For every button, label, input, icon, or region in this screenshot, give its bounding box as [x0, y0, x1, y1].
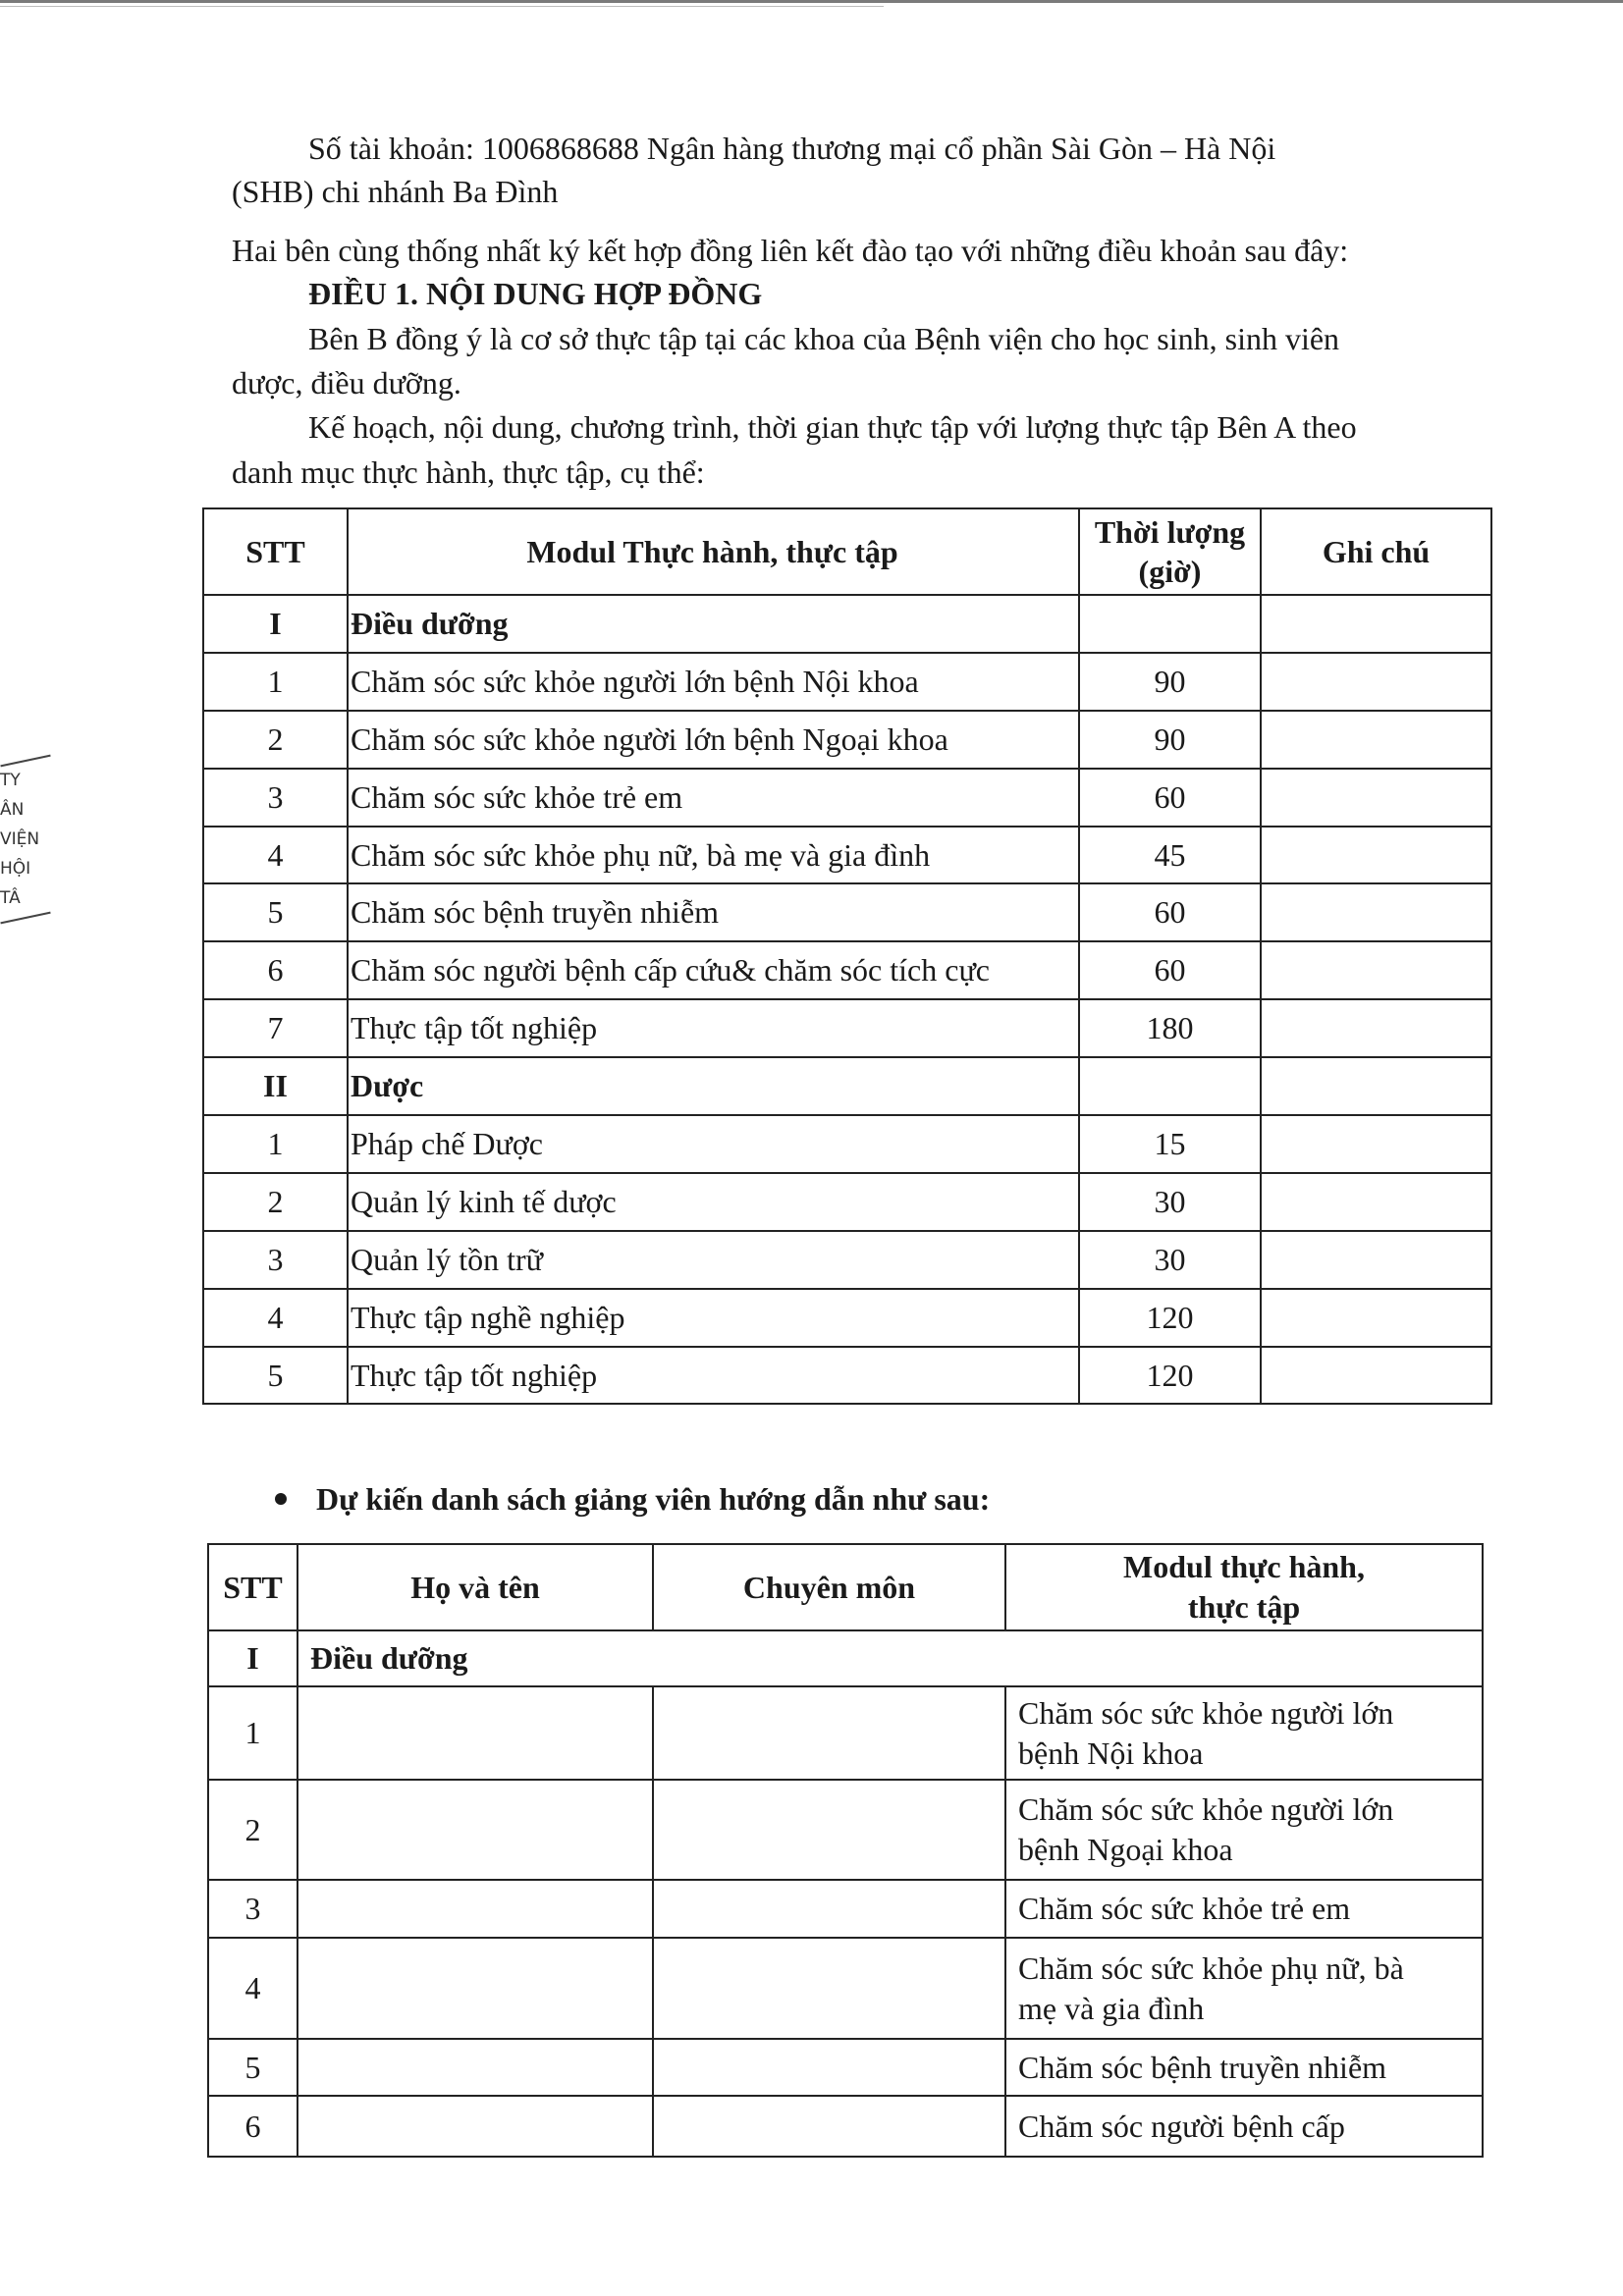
row-name[interactable] — [298, 2096, 653, 2157]
row-stt: 4 — [203, 827, 348, 884]
group-note-empty — [1261, 595, 1491, 653]
row-module-line1: Chăm sóc bệnh truyền nhiễm — [1018, 2049, 1387, 2085]
agreement-text: Hai bên cùng thống nhất ký kết hợp đồng liên kết đào tạo với những điều khoản sau đây: — [232, 233, 1349, 268]
row-stt: 3 — [208, 1880, 298, 1938]
table-header-row — [203, 508, 1491, 595]
table-row — [203, 827, 1491, 884]
row-module — [1005, 1686, 1483, 1780]
row-hours: 15 — [1079, 1115, 1261, 1173]
row-hours: 30 — [1079, 1231, 1261, 1289]
row-hours: 120 — [1079, 1289, 1261, 1347]
margin-stamp-fragment — [0, 756, 59, 923]
scan-top-edge-faint — [0, 6, 884, 7]
table-row — [203, 769, 1491, 827]
row-stt: 1 — [203, 653, 348, 711]
row-stt: 4 — [203, 1289, 348, 1347]
header-hours-line1: Thời lượng — [1094, 514, 1246, 550]
row-stt: 1 — [208, 1686, 298, 1780]
table-row — [203, 711, 1491, 769]
table-row — [208, 1686, 1483, 1780]
row-name[interactable] — [298, 1780, 653, 1880]
row-stt: 3 — [203, 1231, 348, 1289]
row-module-line1: Chăm sóc sức khỏe phụ nữ, bà — [1018, 1949, 1404, 1986]
row-module — [1005, 2039, 1483, 2096]
row-stt: 3 — [203, 769, 348, 827]
table-row — [203, 883, 1491, 941]
row-note — [1261, 941, 1491, 999]
row-module: Quản lý tồn trữ — [348, 1231, 1079, 1289]
row-module: Chăm sóc bệnh truyền nhiễm — [348, 883, 1079, 941]
row-specialty[interactable] — [653, 1780, 1005, 1880]
table-row — [203, 941, 1491, 999]
row-note — [1261, 769, 1491, 827]
row-stt: 1 — [203, 1115, 348, 1173]
stamp-text: TÂ — [0, 888, 21, 908]
row-note — [1261, 827, 1491, 884]
row-module-line2: bệnh Nội khoa — [1018, 1735, 1204, 1771]
paragraph1-line1: Bên B đồng ý là cơ sở thực tập tại các khoa của Bệnh viện cho học sinh, sinh viên — [308, 321, 1340, 356]
row-stt: 6 — [208, 2096, 298, 2157]
row-module — [1005, 1938, 1483, 2039]
row-specialty[interactable] — [653, 1686, 1005, 1780]
header-hours — [1079, 508, 1261, 595]
row-stt: 2 — [208, 1780, 298, 1880]
row-module-line1: Chăm sóc sức khỏe người lớn — [1018, 1694, 1394, 1731]
paragraph2-line1: Kế hoạch, nội dung, chương trình, thời gian thực tập với lượng thực tập Bên A theo — [308, 409, 1357, 445]
row-module-line1: Chăm sóc người bệnh cấp — [1018, 2108, 1345, 2144]
header-name: Họ và tên — [298, 1544, 653, 1630]
table-row — [203, 1115, 1491, 1173]
row-module — [1005, 2096, 1483, 2157]
training-modules-table — [202, 507, 1492, 1405]
table-row — [203, 1231, 1491, 1289]
row-hours: 45 — [1079, 827, 1261, 884]
header-module-line2: thực tập — [1187, 1589, 1301, 1625]
row-stt: 4 — [208, 1938, 298, 2039]
row-module: Chăm sóc người bệnh cấp cứu& chăm sóc tích cực — [348, 941, 1079, 999]
row-stt: 5 — [203, 883, 348, 941]
row-hours: 90 — [1079, 653, 1261, 711]
group-stt: II — [203, 1057, 348, 1115]
row-stt: 2 — [203, 711, 348, 769]
scan-top-edge — [0, 0, 1623, 3]
row-module: Chăm sóc sức khỏe người lớn bệnh Nội khoa — [348, 653, 1079, 711]
table-row — [208, 1780, 1483, 1880]
group-label: Dược — [348, 1057, 1079, 1115]
header-note: Ghi chú — [1261, 508, 1491, 595]
row-module: Thực tập tốt nghiệp — [348, 1347, 1079, 1405]
row-hours: 60 — [1079, 941, 1261, 999]
table-header-row — [208, 1544, 1483, 1630]
row-module: Chăm sóc sức khỏe trẻ em — [348, 769, 1079, 827]
header-specialty: Chuyên môn — [653, 1544, 1005, 1630]
table-row — [203, 653, 1491, 711]
row-hours: 180 — [1079, 999, 1261, 1057]
header-module-line1: Modul thực hành, — [1123, 1549, 1365, 1584]
row-module: Pháp chế Dược — [348, 1115, 1079, 1173]
article1-title: ĐIỀU 1. NỘI DUNG HỢP ĐỒNG — [308, 276, 763, 311]
row-module: Chăm sóc sức khỏe người lớn bệnh Ngoại khoa — [348, 711, 1079, 769]
instructor-list-heading — [275, 1477, 990, 1522]
table-row — [208, 1938, 1483, 2039]
group-stt: I — [203, 595, 348, 653]
row-note — [1261, 999, 1491, 1057]
row-module-line2: bệnh Ngoại khoa — [1018, 1832, 1233, 1867]
row-hours: 60 — [1079, 883, 1261, 941]
header-module — [1005, 1544, 1483, 1630]
stamp-text: VIỆN — [0, 829, 40, 849]
row-stt: 6 — [203, 941, 348, 999]
row-name[interactable] — [298, 2039, 653, 2096]
row-module-line1: Chăm sóc sức khỏe trẻ em — [1018, 1891, 1351, 1926]
row-module: Quản lý kinh tế dược — [348, 1173, 1079, 1231]
row-module: Chăm sóc sức khỏe phụ nữ, bà mẹ và gia đình — [348, 827, 1079, 884]
row-specialty[interactable] — [653, 2096, 1005, 2157]
table-row — [203, 1347, 1491, 1405]
account-line-1: Số tài khoản: 1006868688 Ngân hàng thương mại cổ phần Sài Gòn – Hà Nội — [308, 131, 1276, 166]
row-note — [1261, 653, 1491, 711]
group-label: Điều dưỡng — [298, 1630, 1483, 1686]
table-row — [203, 1289, 1491, 1347]
group-label: Điều dưỡng — [348, 595, 1079, 653]
table-row — [203, 999, 1491, 1057]
group-row-nursing — [208, 1630, 1483, 1686]
row-note — [1261, 1231, 1491, 1289]
row-module — [1005, 1880, 1483, 1938]
header-hours-line2: (giờ) — [1138, 554, 1202, 589]
row-note — [1261, 883, 1491, 941]
row-note — [1261, 1289, 1491, 1347]
row-module-line2: mẹ và gia đình — [1018, 1990, 1205, 2026]
header-stt: STT — [203, 508, 348, 595]
row-name[interactable] — [298, 1880, 653, 1938]
group-hours-empty — [1079, 595, 1261, 653]
group-row-nursing — [203, 595, 1491, 653]
row-hours: 60 — [1079, 769, 1261, 827]
group-note-empty — [1261, 1057, 1491, 1115]
row-specialty[interactable] — [653, 2039, 1005, 2096]
instructor-list-heading-text: Dự kiến danh sách giảng viên hướng dẫn như sau: — [316, 1481, 991, 1517]
row-hours: 30 — [1079, 1173, 1261, 1231]
row-stt: 5 — [203, 1347, 348, 1405]
row-module — [1005, 1780, 1483, 1880]
group-stt: I — [208, 1630, 298, 1686]
row-module-line1: Chăm sóc sức khỏe người lớn — [1018, 1791, 1394, 1827]
table-row — [208, 1880, 1483, 1938]
row-name[interactable] — [298, 1686, 653, 1780]
row-name[interactable] — [298, 1938, 653, 2039]
paragraph1-line2: dược, điều dưỡng. — [232, 365, 461, 400]
row-specialty[interactable] — [653, 1938, 1005, 2039]
row-specialty[interactable] — [653, 1880, 1005, 1938]
row-hours: 120 — [1079, 1347, 1261, 1405]
account-line-2: (SHB) chi nhánh Ba Đình — [232, 174, 559, 209]
row-note — [1261, 1347, 1491, 1405]
group-row-pharmacy — [203, 1057, 1491, 1115]
row-module: Thực tập nghề nghiệp — [348, 1289, 1079, 1347]
header-module: Modul Thực hành, thực tập — [348, 508, 1079, 595]
group-hours-empty — [1079, 1057, 1261, 1115]
stamp-text: ÂN — [0, 800, 25, 820]
row-stt: 7 — [203, 999, 348, 1057]
stamp-text: HỘI — [0, 859, 31, 879]
row-stt: 2 — [203, 1173, 348, 1231]
row-stt: 5 — [208, 2039, 298, 2096]
row-module: Thực tập tốt nghiệp — [348, 999, 1079, 1057]
bullet-icon — [275, 1493, 287, 1505]
stamp-text: TY — [0, 771, 21, 790]
row-note — [1261, 1173, 1491, 1231]
row-hours: 90 — [1079, 711, 1261, 769]
instructors-table — [207, 1543, 1484, 2158]
table-row — [208, 2096, 1483, 2157]
table-row — [203, 1173, 1491, 1231]
table-row — [208, 2039, 1483, 2096]
row-note — [1261, 711, 1491, 769]
paragraph2-line2: danh mục thực hành, thực tập, cụ thể: — [232, 454, 705, 490]
header-stt: STT — [208, 1544, 298, 1630]
row-note — [1261, 1115, 1491, 1173]
